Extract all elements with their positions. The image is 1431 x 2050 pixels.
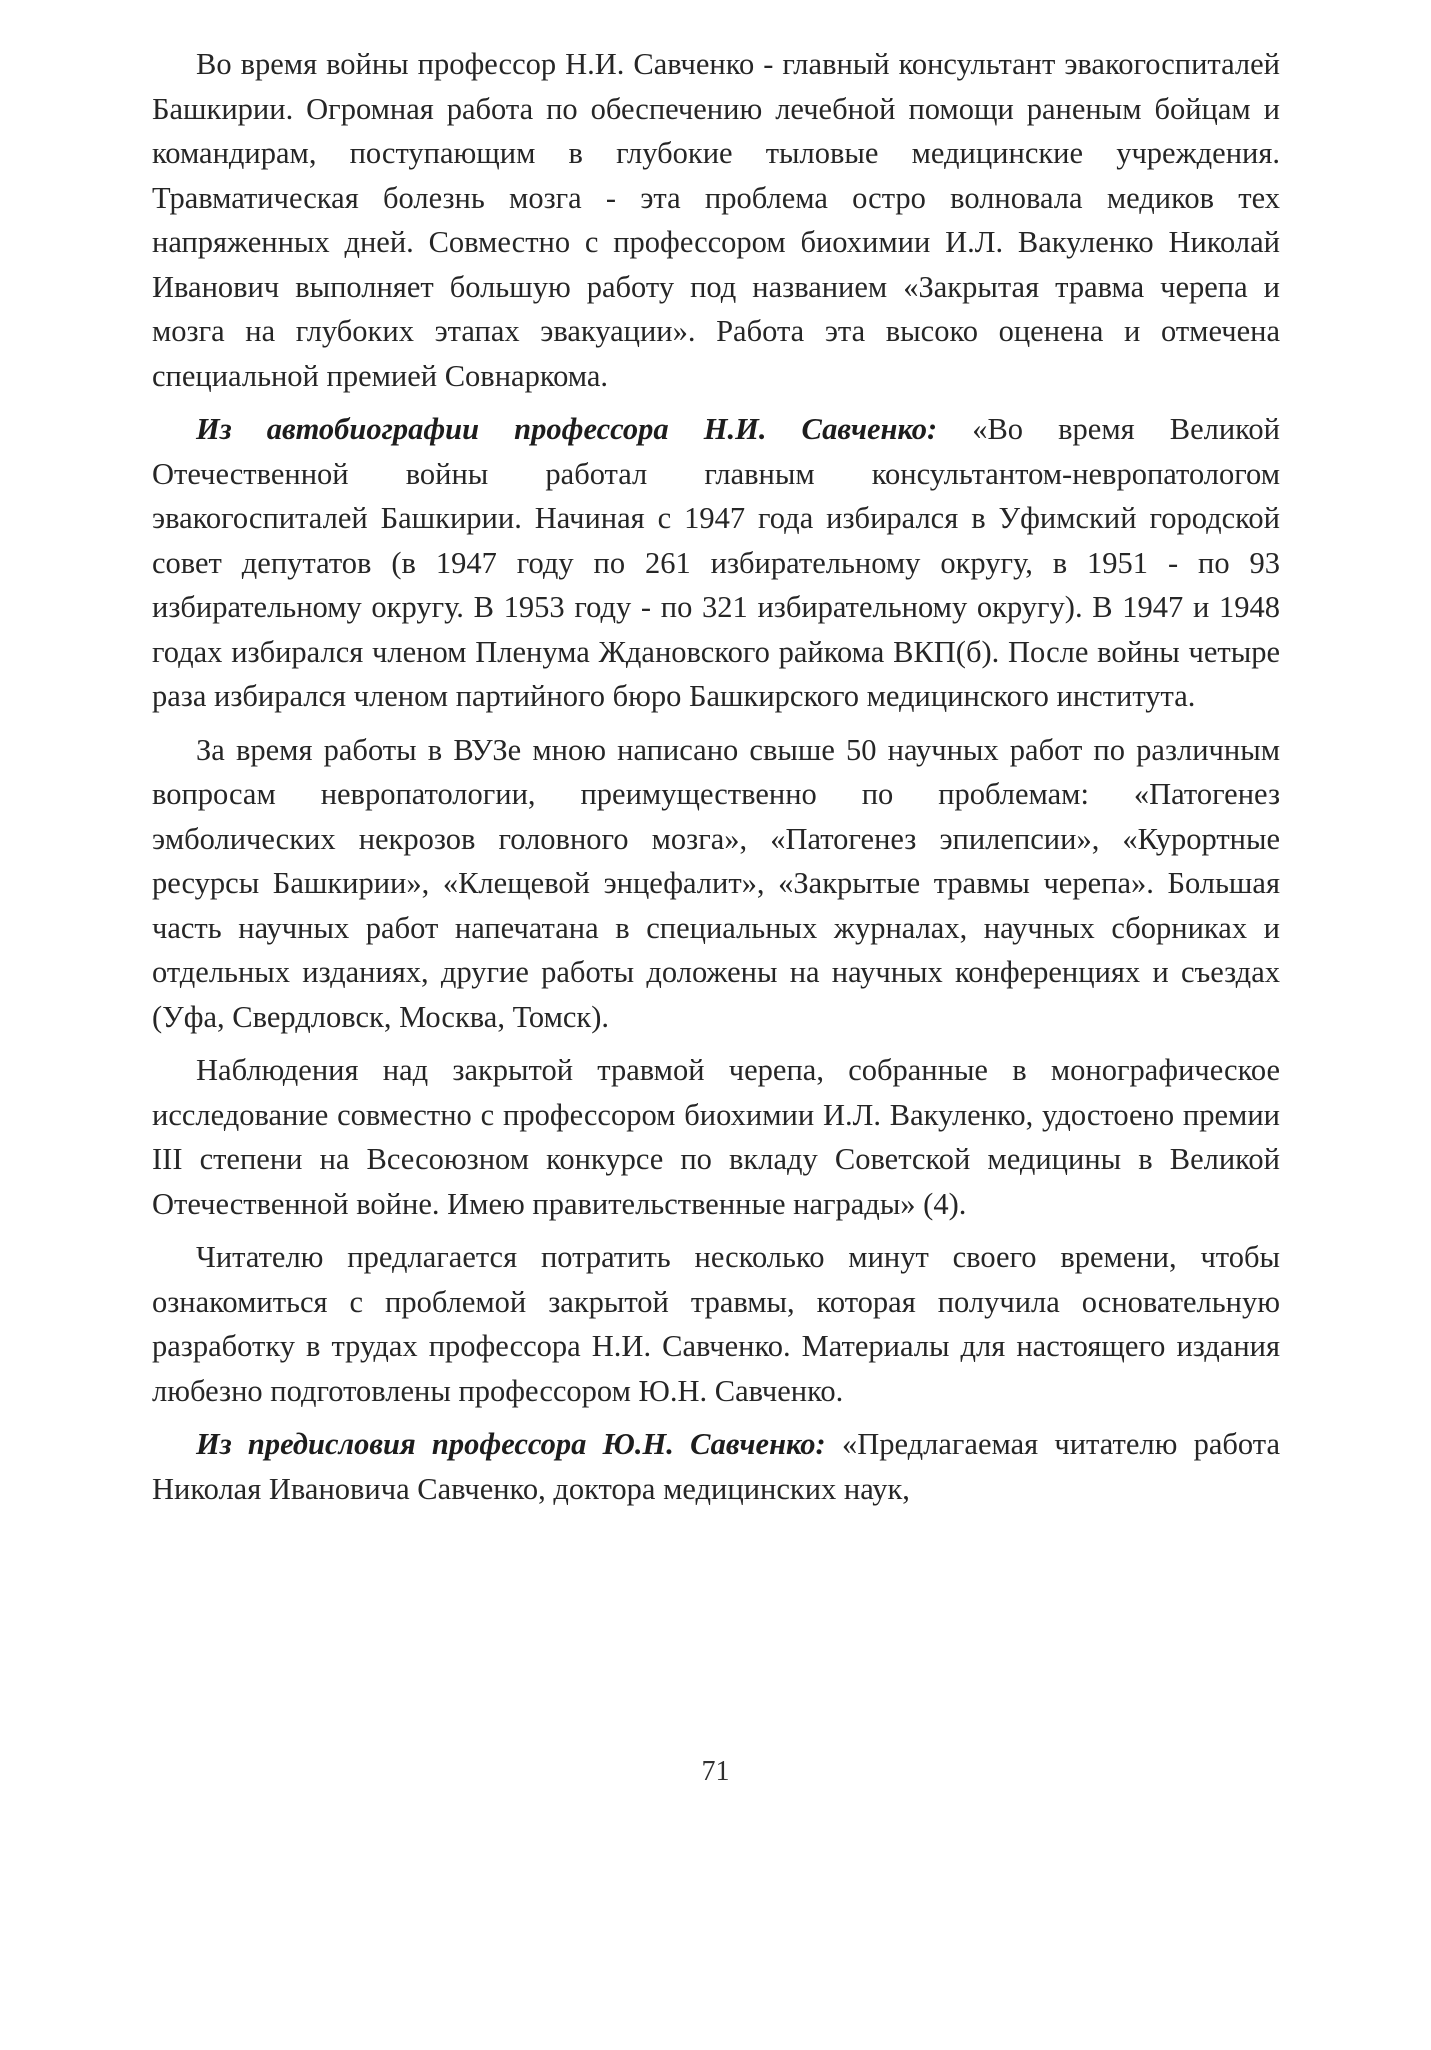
- paragraph-2-text: «Во время Великой Отечественной войны работал главным консультантом-невропатологом эвакогоспиталей Башкирии. Начиная с 1947 года избирался в Уфимский городской совет депутатов (в 1947 году по 261 избирательному округу, в 1951 - по 93 избирательному округу. В 1953 году - по 321 избирательному округу). В 1947 и 1948 годах избирался членом Пленума Ждановского райкома ВКП(б). После войны четыре раза избирался членом партийного бюро Башкирского медицинского института.: [152, 412, 1280, 713]
- paragraph-4: [152, 1048, 1280, 1226]
- paragraph-5-text: Читателю предлагается потратить несколько минут своего времени, чтобы ознакомиться с проблемой закрытой травмы, которая получила основательную разработку в трудах профессора Н.И. Савченко. Материалы для настоящего издания любезно подготовлены профессором Ю.Н. Савченко.: [152, 1240, 1280, 1408]
- body-text: [152, 42, 1280, 1520]
- paragraph-3: [152, 728, 1280, 1040]
- paragraph-4-text: Наблюдения над закрытой травмой черепа, собранные в монографическое исследование совместно с профессором биохимии И.Л. Вакуленко, удостоено премии III степени на Всесоюзном конкурсе по вкладу Советской медицины в Великой Отечественной войне. Имею правительственные награды» (4).: [152, 1053, 1280, 1221]
- page-number: 71: [701, 1756, 730, 1787]
- paragraph-2-lead: Из автобиографии профессора Н.И. Савченко:: [196, 412, 938, 446]
- paragraph-3-text: За время работы в ВУЗе мною написано свыше 50 научных работ по различным вопросам невропатологии, преимущественно по проблемам: «Патогенез эмболических некрозов головного мозга», «Патогенез эпилепсии», «Курортные ресурсы Башкирии», «Клещевой энцефалит», «Закрытые травмы черепа». Большая часть научных работ напечатана в специальных журналах, научных сборниках и отдельных изданиях, другие работы доложены на научных конференциях и съездах (Уфа, Свердловск, Москва, Томск).: [152, 732, 1280, 1034]
- paragraph-6-lead: Из предисловия профессора Ю.Н. Савченко:: [196, 1427, 826, 1461]
- paragraph-1-text: Во время войны профессор Н.И. Савченко - главный консультант эвакогоспиталей Башкирии. Огромная работа по обеспечению лечебной помощи раненым бойцам и командирам, поступающим в глубокие тыловые медицинские учреждения. Травматическая болезнь мозга - эта проблема остро волновала медиков тех напряженных дней. Совместно с профессором биохимии И.Л. Вакуленко Николай Иванович выполняет большую работу под названием «Закрытая травма черепа и мозга на глубоких этапах эвакуации». Работа эта высоко оценена и отмечена специальной премией Совнаркома.: [152, 47, 1280, 393]
- paragraph-6: [152, 1422, 1280, 1511]
- paragraph-6-text: «Предлагаемая читателю работа Николая Ивановича Савченко, доктора медицинских наук,: [152, 1427, 1281, 1506]
- paragraph-5: [152, 1235, 1280, 1413]
- paragraph-2: [152, 407, 1280, 719]
- paragraph-1: [152, 42, 1280, 398]
